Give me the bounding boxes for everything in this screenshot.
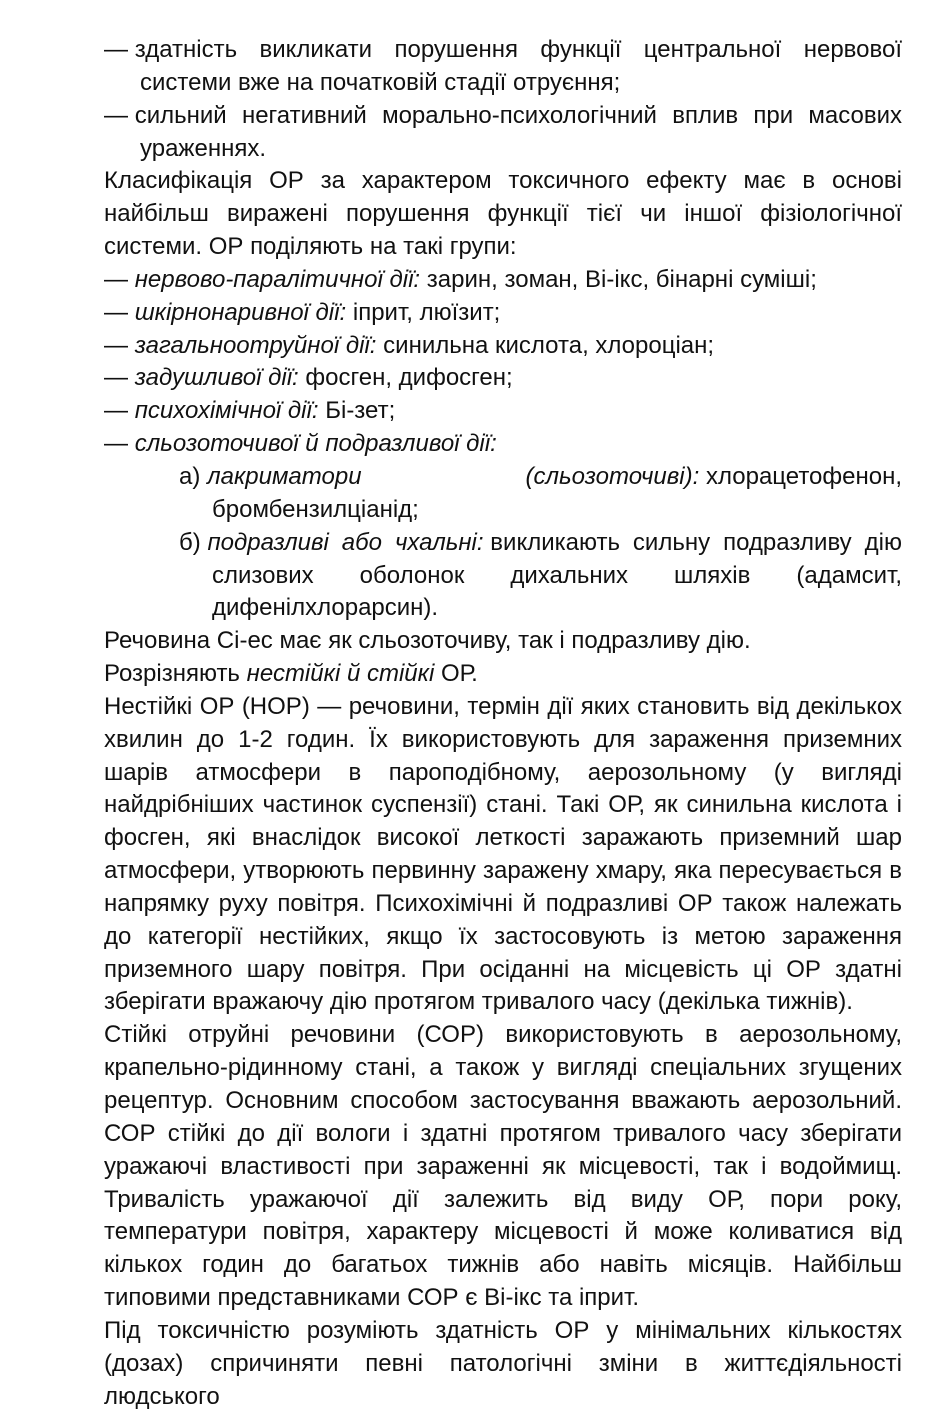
group-examples: фосген, дифосген; [305,364,513,392]
paragraph-unstable-agents: Нестійкі ОР (НОР) — речовини, термін дії яких становить від декількох хвилин до 1-2 годин. Їх використовують для зараження приземних шарів атмосфери в пароподібному, аерозольному (у вигляді найдрібніших частинок суспензії) стані. Такі ОР, як синильна кислота і фосген, які внаслідок високої леткості заражають приземний шар атмосфери, утворюють первинну заражену хмару, яка пересувається в напрямку руху повітря. Психохімічні й подразливі ОР також належать до категорії нестійких, якщо їх застосовують із метою зараження приземного шару повітря. При осіданні на місцевість ці ОР здатні зберігати вражаючу дію протягом тривалого часу (декілька тижнів). [104,692,902,1016]
dash-marker: — [104,298,128,326]
dash-marker: — [104,364,128,392]
dash-marker: — [104,101,128,129]
distinguish-before: Розрізняють [104,660,240,688]
paragraph-toxicity: Під токсичністю розуміють здатність ОР у мінімальних кількостях (дозах) спричиняти певні патологічні зміни в життєдіяльності людського [104,1316,902,1410]
subgroup-letter: б) [179,528,201,556]
group-item-psychochemical [104,395,902,428]
dash-marker: — [104,430,128,458]
dash-marker: — [104,397,128,425]
group-item-choking [104,362,902,395]
group-term: загальноотруйної дії: [134,331,377,359]
subgroup-examples: хлорацетофенон, бромбензилціанід; [212,462,902,523]
list-item-text: сильний негативний морально-психологічний вплив при масових ураженнях. [134,101,902,162]
paragraph-classification: Класифікація ОР за характером токсичного ефекту має в основі найбільш виражені порушення функції тієї чи іншої фізіологічної системи. ОР поділяють на такі групи: [104,167,902,261]
list-item-cns [104,34,902,100]
dash-marker: — [104,265,128,293]
group-item-tear-irritant [104,428,902,461]
group-term: задушливої дії: [134,364,299,392]
subgroup-examples: викликають сильну подразливу дію слизових оболонок дихальних шляхів (адамсит, дифенілхлорарсин). [212,528,902,622]
group-examples: Бі-зет; [325,397,396,425]
subgroup-letter: а) [179,462,201,490]
subgroup-item-sternutators [179,527,902,626]
group-item-blister [104,297,902,330]
subgroup-item-lacrimators [179,461,902,527]
paragraph-stable-agents: Стійкі отруйні речовини (СОР) використовують в аерозольному, крапельно-рідинному стані, а також у вигляді спеціальних згущених рецептур. Основним способом застосування вважають аерозольний. СОР стійкі до дії вологи і здатні протягом тривалого часу зберігати уражаючі властивості при зараженні як місцевості, так і водоймищ. Тривалість уражаючої дії залежить від виду ОР, пори року, температури повітря, характеру місцевості й може коливатися від кількох годин до багатьох тижнів або навіть місяців. Найбільш типовими представниками СОР є Ві-ікс та іприт. [104,1021,902,1312]
paragraph-cs-agent: Речовина Сі-ес має як сльозоточиву, так і подразливу дію. [104,627,751,655]
subgroup-term: лакриматори (сльозоточиві): [207,462,700,490]
group-item-nerve [104,264,902,297]
group-term: сльозоточивої й подразливої дії: [134,430,497,458]
list-item-text: здатність викликати порушення функції центральної нервової системи вже на початковій стадії отруєння; [134,36,902,96]
distinguish-after: ОР. [441,660,478,688]
distinguish-term: нестійкі й стійкі [246,660,435,688]
group-examples: синильна кислота, хлороціан; [383,331,715,359]
group-term: психохімічної дії: [134,397,319,425]
document-page [104,34,902,1413]
dash-marker: — [104,36,128,63]
group-item-blood [104,330,902,363]
list-item-psychological [104,100,902,166]
group-term: шкірнонаривної дії: [134,298,347,326]
paragraph-distinguish [104,658,902,691]
dash-marker: — [104,331,128,359]
subgroup-term: подразливі або чхальні: [207,528,484,556]
group-term: нервово-паралітичної дії: [134,265,421,293]
group-examples: зарин, зоман, Ві-ікс, бінарні суміші; [426,265,817,293]
group-examples: іприт, люїзит; [352,298,501,326]
